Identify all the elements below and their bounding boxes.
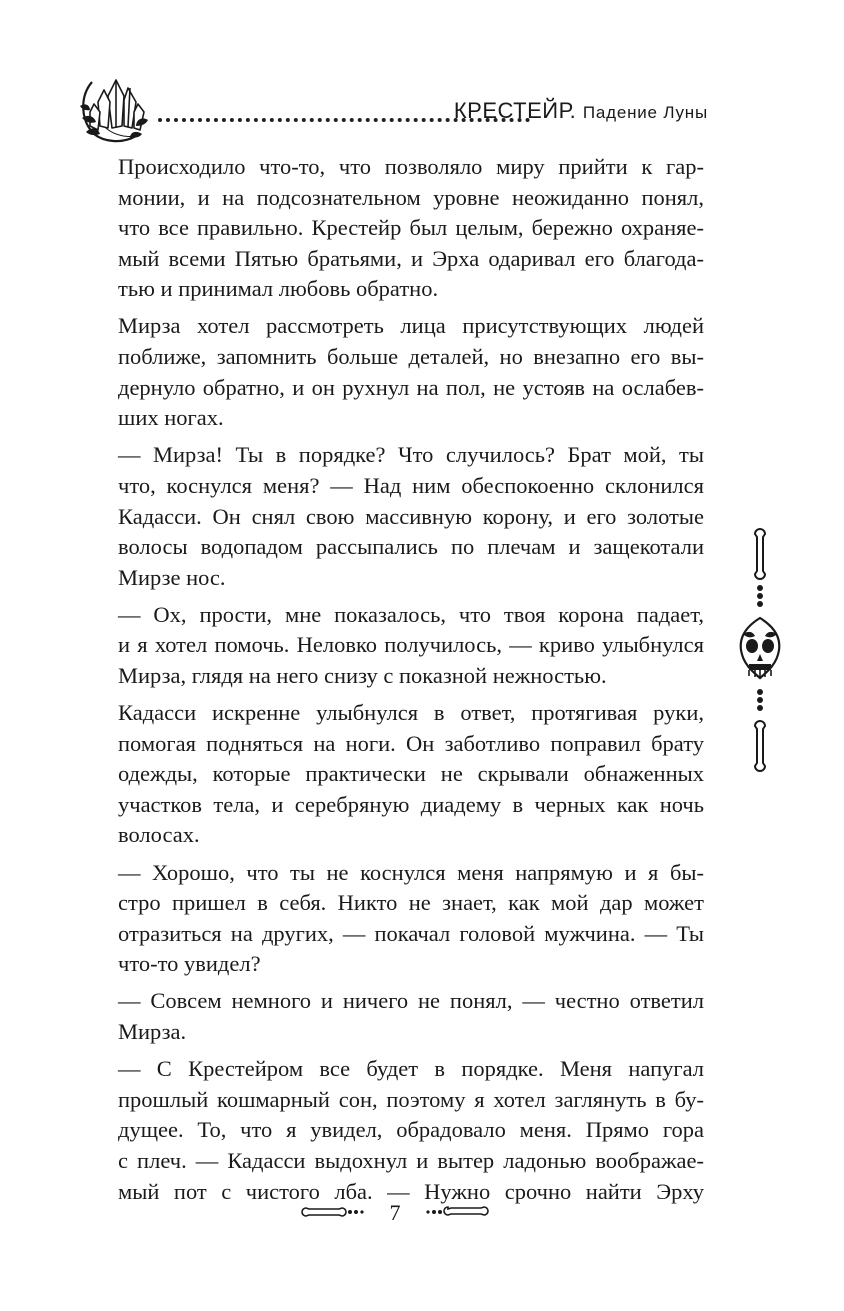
text-line: Кадасси. Он снял свою массивную корону, и его золотые [118, 503, 704, 529]
text-line: с плеч. — Кадасси выдохнул и вытер ладонью воображае- [118, 1147, 704, 1173]
text-line: и я хотел помочь. Неловко получилось, — криво улыбнулся [118, 632, 704, 658]
book-subtitle: Падение Луны [582, 103, 708, 122]
paragraph [118, 986, 704, 1047]
bone-ornament-icon [300, 1204, 364, 1220]
text-line: монии, и на подсознательном уровне неожиданно понял, [118, 184, 704, 210]
text-line: прошлый кошмарный сон, поэтому я хотел заглянуть в бу- [118, 1086, 704, 1112]
text-line: — Совсем немного и ничего не понял, — честно ответил [118, 988, 704, 1014]
skull-bone-ornament-icon [735, 526, 785, 782]
text-line: — С Крестейром все будет в порядке. Меня напугал [118, 1056, 704, 1082]
text-line: Мирза хотел рассмотреть лица присутствующих людей [118, 313, 704, 339]
book-title: КРЕСТЕЙР. [453, 98, 577, 123]
text-line: мый пот с чистого лба. — Нужно срочно найти Эрху [118, 1178, 704, 1204]
text-line: Кадасси искренне улыбнулся в ответ, протягивая руки, [118, 700, 704, 726]
text-line: — Мирза! Ты в порядке? Что случилось? Брат мой, ты [118, 442, 704, 468]
running-title [454, 98, 708, 124]
text-line: Происходило что-то, что позволяло миру прийти к гар- [118, 154, 704, 179]
paragraph [118, 311, 704, 433]
paragraph [118, 858, 704, 980]
text-line: волосы водопадом рассыпались по плечам и защекотали [118, 534, 704, 560]
text-line: Мирза. [118, 1019, 187, 1045]
text-line: ших ногах. [118, 405, 224, 431]
text-line: Мирзе нос. [118, 564, 226, 590]
text-line: тью и принимал любовь обратно. [118, 276, 439, 302]
text-line: мый всеми Пятью братьями, и Эрха одаривал его благода- [118, 245, 704, 271]
page-footer [300, 1198, 490, 1228]
page-number: 7 [389, 1200, 401, 1225]
text-line: дернуло обратно, и он рухнул на пол, не устояв на ослабев- [118, 374, 704, 400]
text-line: что все правильно. Крестейр был целым, бережно охраняе- [118, 215, 704, 241]
text-line: помогая подняться на ноги. Он заботливо поправил брату [118, 730, 704, 756]
text-line: поближе, запомнить больше деталей, но внезапно его вы- [118, 344, 704, 370]
paragraph [118, 440, 704, 593]
text-line: дущее. То, что я увидел, обрадовало меня. Прямо гора [118, 1117, 704, 1143]
paragraph [118, 698, 704, 851]
text-line: одежды, которые практически не скрывали обнаженных [118, 761, 704, 787]
text-line: отразиться на других, — покачал головой мужчина. — Ты [118, 920, 704, 946]
paragraph [118, 1054, 704, 1207]
page-body [118, 152, 704, 1214]
bone-ornament-icon [426, 1204, 490, 1220]
running-header [78, 74, 718, 144]
text-line: что, коснулся меня? — Над ним обеспокоенно склонился [118, 472, 704, 498]
text-line: Мирза, глядя на него снизу с показной нежностью. [118, 663, 607, 688]
paragraph [118, 600, 704, 692]
text-line: участков тела, и серебряную диадему в черных как ночь [118, 791, 704, 817]
text-line: волосах. [118, 822, 200, 848]
text-line: что-то увидел? [118, 951, 261, 977]
text-line: стро пришел в себя. Никто не знает, как мой дар может [118, 890, 704, 916]
text-line: — Ох, прости, мне показалось, что твоя корона падает, [118, 601, 704, 627]
text-line: — Хорошо, что ты не коснулся меня напрямую и я бы- [118, 859, 704, 885]
paragraph [118, 152, 704, 305]
crystal-moon-emblem-icon [78, 74, 154, 144]
